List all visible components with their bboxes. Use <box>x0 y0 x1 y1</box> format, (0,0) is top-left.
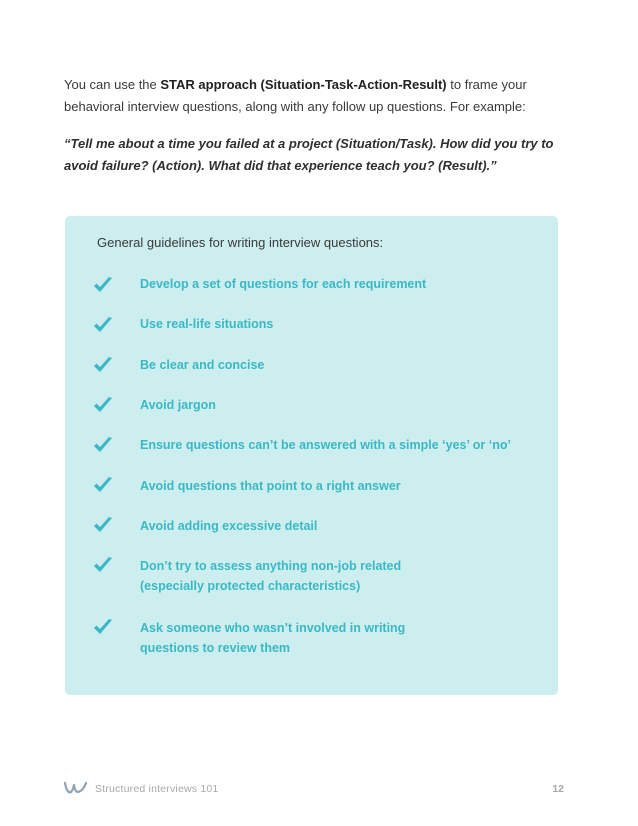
check-icon <box>93 618 113 636</box>
guideline-item-2: Use real-life situations <box>140 317 274 331</box>
example-quote: “Tell me about a time you failed at a project (Situation/Task). How did you try to avoid failure? (Action). What did that experience teach you? (Result).” <box>64 136 554 173</box>
page-number: 12 <box>552 783 564 795</box>
check-icon <box>93 396 113 414</box>
guideline-item-7: Avoid adding excessive detail <box>140 519 318 533</box>
check-icon <box>93 356 113 374</box>
check-icon <box>93 476 113 494</box>
guidelines-box <box>65 216 558 695</box>
footer-title: Structured interviews 101 <box>95 783 219 795</box>
guideline-item-3: Be clear and concise <box>140 358 265 372</box>
guideline-item-5: Ensure questions can’t be answered with a simple ‘yes’ or ‘no’ <box>140 438 511 452</box>
guideline-item-8: Don’t try to assess anything non-job related (especially protected characteristics) <box>140 559 402 593</box>
intro-paragraph <box>64 74 564 118</box>
check-icon <box>93 276 113 294</box>
check-icon <box>93 316 113 334</box>
intro-text-before: You can use the <box>64 77 161 92</box>
guideline-item-1: Develop a set of questions for each requirement <box>140 277 427 291</box>
intro-text-bold: STAR approach (Situation-Task-Action-Result) <box>160 77 447 92</box>
intro-text-after: to frame your behavioral interview questions, along with any follow up questions. For example: <box>64 77 527 114</box>
guideline-item-4: Avoid jargon <box>140 398 216 412</box>
guideline-item-9: Ask someone who wasn’t involved in writing questions to review them <box>140 621 406 655</box>
guidelines-title: General guidelines for writing interview questions: <box>97 235 384 250</box>
workable-logo-icon <box>64 780 88 796</box>
guideline-item-6: Avoid questions that point to a right answer <box>140 479 401 493</box>
check-icon <box>93 436 113 454</box>
check-icon <box>93 516 113 534</box>
check-icon <box>93 556 113 574</box>
